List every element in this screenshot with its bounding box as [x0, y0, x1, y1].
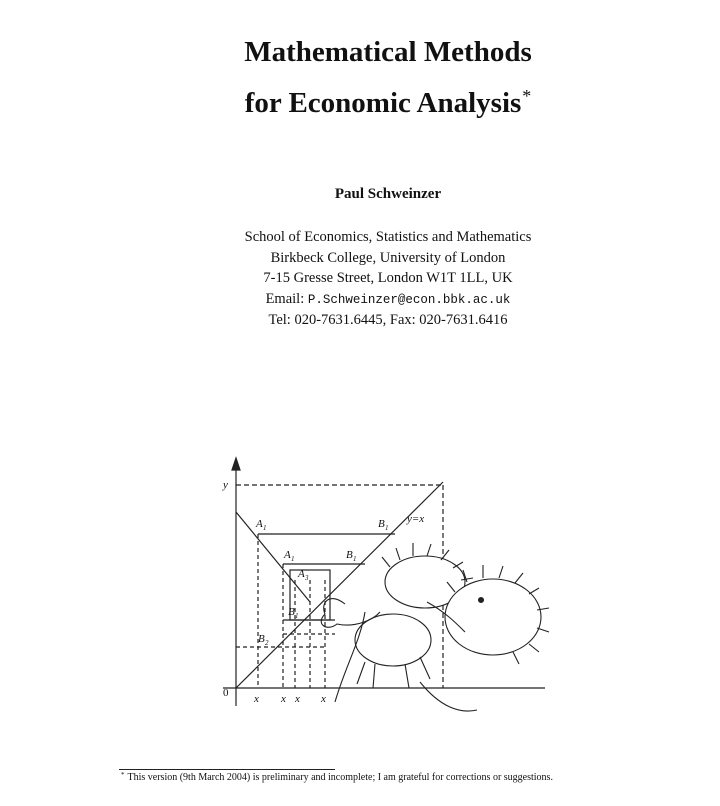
point-label-b-inner: B [288, 606, 295, 618]
point-sub-b: 1 [385, 524, 389, 532]
point-label-b-low: B [258, 633, 265, 645]
point-sub-b-inner: 1 [295, 612, 299, 620]
diagonal-label: y=x [407, 513, 425, 525]
x-tick-4: x [321, 693, 326, 705]
title-line-2 [0, 74, 720, 125]
author-name: Paul Schweinzer [334, 186, 442, 202]
address-school: School of Economics, Statistics and Mathematics [244, 229, 532, 245]
address-college: Birkbeck College, University of London [270, 249, 506, 266]
title-footnote-marker: * [522, 86, 532, 106]
point-label-a-mid: A [284, 549, 291, 561]
author-address [0, 227, 720, 331]
x-tick-2: x [281, 693, 286, 705]
email-label: Email: [265, 290, 308, 307]
address-phone: Tel: 020-7631.6445, Fax: 020-7631.6416 [268, 312, 508, 328]
point-label-a: A [256, 518, 263, 530]
title-line-1: Mathematical Methods [244, 36, 532, 68]
address-email-line [0, 289, 720, 311]
document-title [0, 30, 720, 125]
x-tick-3: x [295, 693, 300, 705]
point-sub-b-mid: 1 [353, 555, 357, 563]
footnote-marker: * [121, 771, 125, 779]
point-sub-a: 1 [263, 524, 267, 532]
footnote [121, 771, 681, 783]
cobweb-figure [215, 452, 565, 732]
x-tick-1: x [254, 693, 259, 705]
footnote-rule [119, 769, 335, 770]
hedgehog-illustration [321, 543, 549, 711]
address-street: 7-15 Gresse Street, London W1T 1LL, UK [263, 270, 513, 286]
cobweb-diagram-svg [215, 452, 565, 732]
email-address[interactable]: P.Schweinzer@econ.bbk.ac.uk [307, 292, 511, 307]
point-sub-a-inner: 3 [305, 574, 309, 582]
origin-label: 0 [223, 687, 229, 699]
point-label-b-mid: B [346, 549, 353, 561]
point-sub-b-low: 2 [265, 639, 269, 647]
point-sub-a-mid: 1 [291, 555, 295, 563]
point-label-a-inner: A [298, 568, 305, 580]
y-axis-label: y [223, 479, 228, 491]
y-axis-arrow [232, 458, 240, 470]
point-label-b: B [378, 518, 385, 530]
title-line-2-text: for Economic Analysis [244, 87, 522, 119]
footnote-text: This version (9th March 2004) is preliminary and incomplete; I am grateful for corrections or suggestions. [127, 772, 553, 783]
descending-curve [236, 512, 310, 602]
